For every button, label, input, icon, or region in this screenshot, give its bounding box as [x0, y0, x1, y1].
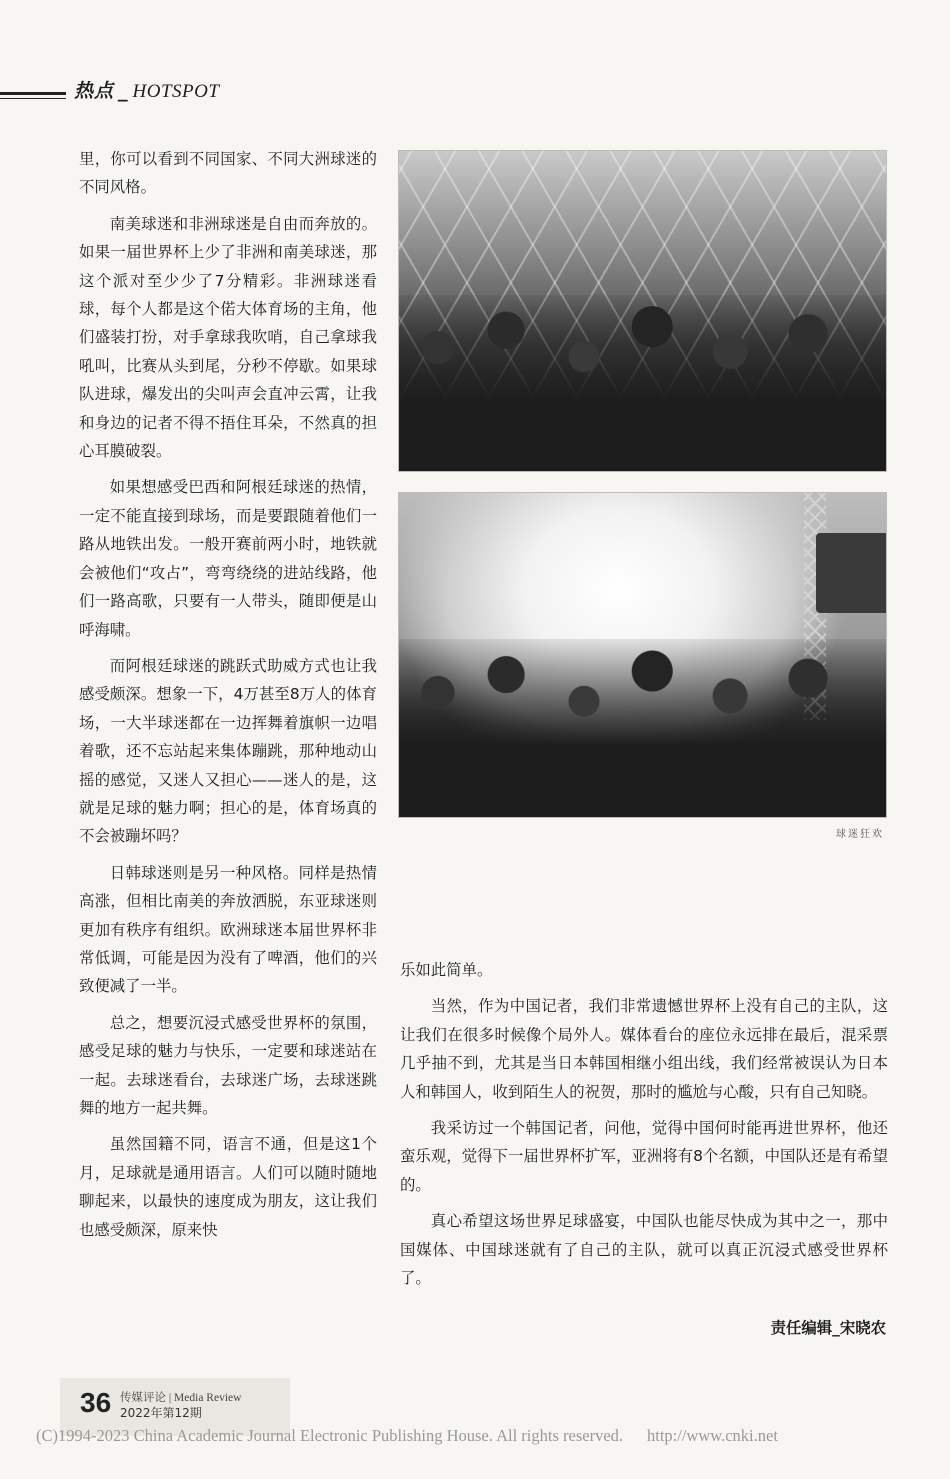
paragraph: 乐如此简单。	[400, 961, 493, 979]
stage-crowd-photo	[398, 492, 887, 818]
magazine-name: 传媒评论 | Media Review	[120, 1392, 242, 1404]
header-rule-thin	[0, 98, 66, 99]
paragraph: 我采访过一个韩国记者，问他，觉得中国何时能再进世界杯，他还蛮乐观，觉得下一届世界杯扩军，亚洲将有8个名额，中国队还是有希望的。	[400, 1119, 888, 1194]
stage-screen	[816, 533, 886, 613]
paragraph: 当然，作为中国记者，我们非常遗憾世界杯上没有自己的主队，这让我们在很多时候像个局外人。媒体看台的座位永远排在最后，混采票几乎抽不到，尤其是当日本韩国相继小组出线，我们经常被误认为日本人和韩国人，收到陌生人的祝贺，那时的尴尬与心酸，只有自己知晓。	[400, 997, 888, 1101]
section-header	[74, 76, 219, 104]
left-text-column	[79, 145, 377, 1252]
paragraph: 虽然国籍不同，语言不通，但是这1个月，足球就是通用语言。人们可以随时随地聊起来，以最快的速度成为朋友，这让我们也感受颇深，原来快	[79, 1135, 377, 1239]
magazine-issue: 2022年第12期	[120, 1406, 202, 1420]
section-title-cn: 热点	[74, 80, 115, 102]
editor-credit: 责任编辑_宋晓农	[770, 1319, 886, 1337]
right-text-column	[400, 956, 888, 1300]
copyright-text: (C)1994-2023 China Academic Journal Electronic Publishing House. All rights reserved.	[36, 1426, 624, 1445]
paragraph: 真心希望这场世界足球盛宴，中国队也能尽快成为其中之一，那中国媒体、中国球迷就有了自己的主队，就可以真正沉浸式感受世界杯了。	[400, 1212, 888, 1288]
photo-caption: 球迷狂欢	[836, 829, 884, 840]
paragraph: 如果想感受巴西和阿根廷球迷的热情，一定不能直接到球场，而是要跟随着他们一路从地铁出发。一般开赛前两小时，地铁就会被他们“攻占”，弯弯绕绕的进站线路，他们一路高歌，只要有一人带头，随即便是山呼海啸。	[79, 478, 377, 639]
section-separator: _	[118, 80, 129, 102]
paragraph: 里，你可以看到不同国家、不同大洲球迷的不同风格。	[79, 150, 377, 197]
copyright-notice	[36, 1426, 778, 1446]
crowd-silhouette	[399, 295, 886, 471]
crowd-silhouette	[399, 639, 886, 817]
paragraph: 而阿根廷球迷的跳跃式助威方式也让我感受颇深。想象一下，4万甚至8万人的体育场，一大半球迷都在一边挥舞着旗帜一边唱着歌，还不忘站起来集体蹦跳，那种地动山摇的感觉，又迷人又担心——迷人的是，这就是足球的魅力啊；担心的是，体育场真的不会被蹦坏吗？	[79, 656, 377, 846]
paragraph: 日韩球迷则是另一种风格。同样是热情高涨，但相比南美的奔放洒脱，东亚球迷则更加有秩序有组织。欧洲球迷本届世界杯非常低调，可能是因为没有了啤酒，他们的兴致便减了一半。	[79, 863, 377, 996]
copyright-url[interactable]: http://www.cnki.net	[647, 1426, 778, 1445]
paragraph: 南美球迷和非洲球迷是自由而奔放的。如果一届世界杯上少了非洲和南美球迷，那这个派对至少少了7分精彩。非洲球迷看球，每个人都是这个偌大体育场的主角，他们盛装打扮，对手拿球我吹哨，自己拿球我吼叫，比赛从头到尾，分秒不停歇。如果球队进球，爆发出的尖叫声会直冲云霄，让我和身边的记者不得不捂住耳朵，不然真的担心耳膜破裂。	[79, 214, 377, 461]
section-title-en: HOTSPOT	[132, 81, 220, 102]
page-number: 36	[80, 1387, 112, 1418]
fans-cheering-photo	[398, 150, 887, 472]
paragraph: 总之，想要沉浸式感受世界杯的氛围，感受足球的魅力与快乐，一定要和球迷站在一起。去球迷看台，去球迷广场，去球迷跳舞的地方一起共舞。	[79, 1013, 377, 1117]
header-rule	[0, 92, 66, 95]
